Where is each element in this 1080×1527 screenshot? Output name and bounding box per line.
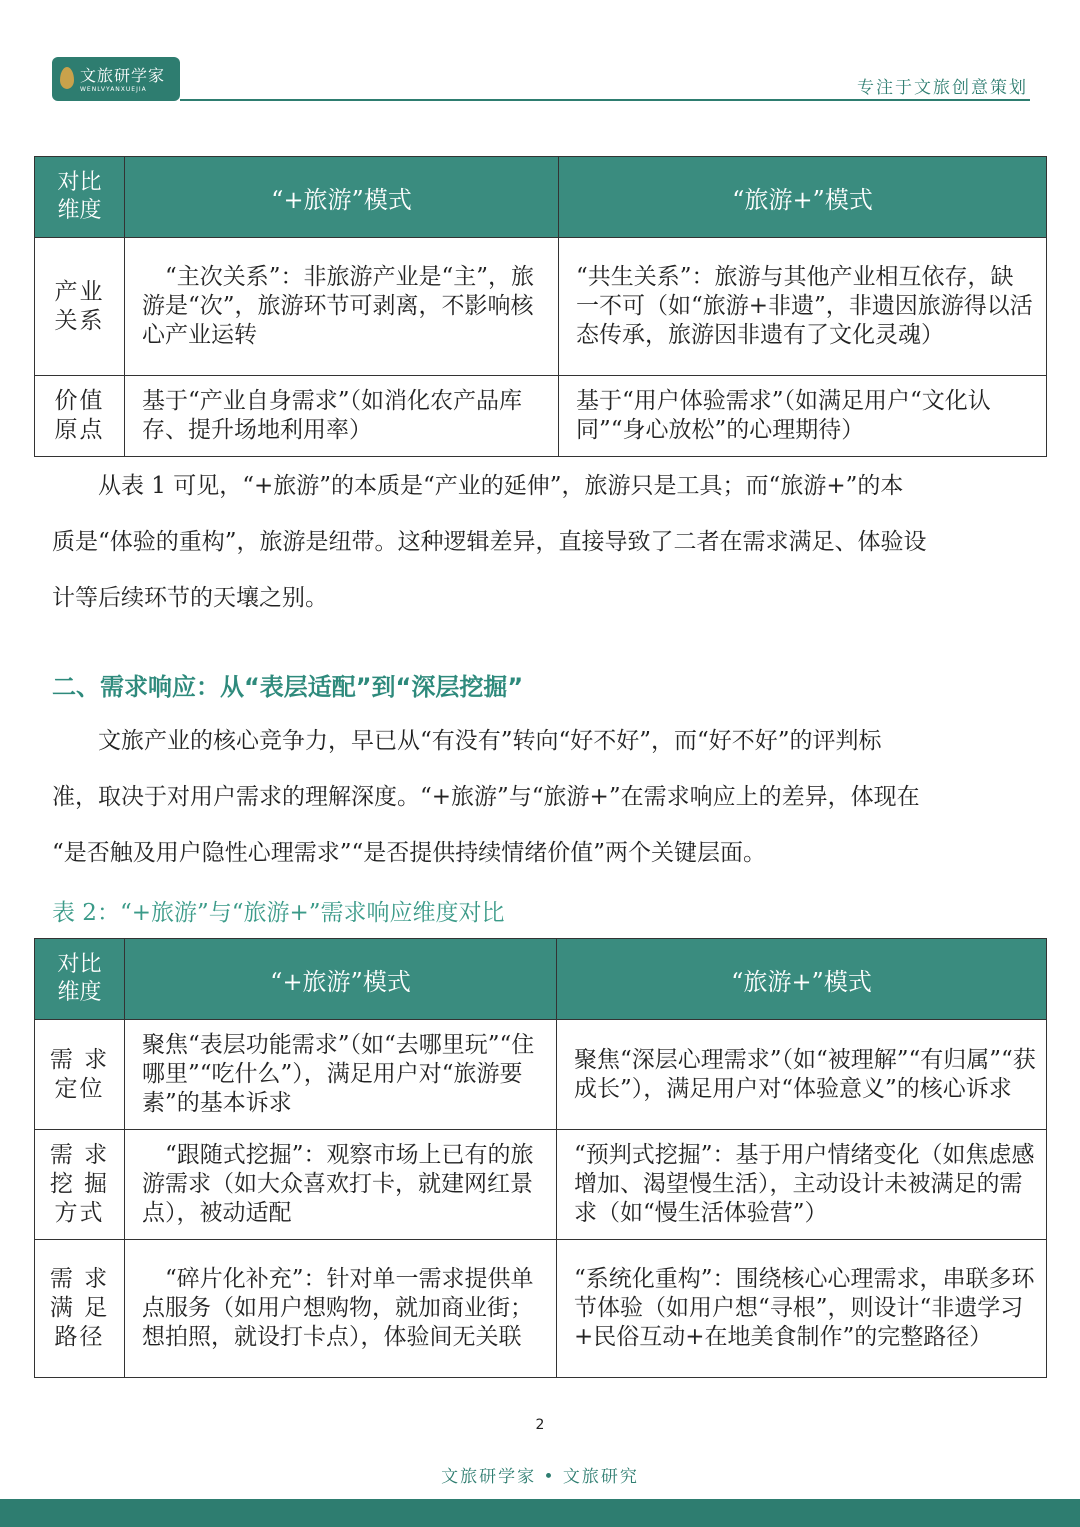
- cell-plus-tourism: 聚焦“表层功能需求”（如“去哪里玩”“住哪里”“吃什么”），满足用户对“旅游要素”的基本诉求: [125, 1020, 557, 1130]
- table-header-row: [35, 939, 1047, 1020]
- header-dimension: 对比 维度: [35, 157, 125, 238]
- table-header-row: [35, 157, 1047, 238]
- row-dimension: 需 求 定位: [35, 1020, 125, 1130]
- cell-tourism-plus: 基于“用户体验需求”（如满足用户“文化认同”“身心放松”的心理期待）: [559, 376, 1047, 457]
- page-number: 2: [535, 1417, 545, 1433]
- table-row: [35, 376, 1047, 457]
- section-heading: 二、需求响应：从“表层适配”到“深层挖掘”: [52, 673, 524, 701]
- cell-plus-tourism: “碎片化补充”：针对单一需求提供单点服务（如用户想购物，就加商业街；想拍照，就设打卡点），体验间无关联: [125, 1240, 557, 1378]
- cell-plus-tourism: 基于“产业自身需求”（如消化农产品库存、提升场地利用率）: [125, 376, 559, 457]
- comparison-table-2: [34, 938, 1047, 1378]
- header-tourism-plus: “旅游+”模式: [559, 157, 1047, 238]
- header-dimension: 对比 维度: [35, 939, 125, 1020]
- row-dimension: 需 求 满 足 路径: [35, 1240, 125, 1378]
- comparison-table-1: [34, 156, 1047, 457]
- cell-tourism-plus: 聚焦“深层心理需求”（如“被理解”“有归属”“获成长”），满足用户对“体验意义”的核心诉求: [557, 1020, 1047, 1130]
- table-row: [35, 1240, 1047, 1378]
- body-paragraph-1: 从表 1 可见，“+旅游”的本质是“产业的延伸”，旅游只是工具；而“旅游+”的本 质是“体验的重构”，旅游是纽带。这种逻辑差异，直接导致了二者在需求满足、体验设 计等后续环节的天壤之别。: [52, 473, 927, 611]
- header-divider: [180, 99, 1030, 101]
- table-row: [35, 1020, 1047, 1130]
- cell-plus-tourism: “跟随式挖掘”：观察市场上已有的旅游需求（如大众喜欢打卡，就建网红景点），被动适配: [125, 1130, 557, 1240]
- table-row: [35, 238, 1047, 376]
- cell-tourism-plus: “共生关系”：旅游与其他产业相互依存，缺一不可（如“旅游+非遗”，非遗因旅游得以活态传承，旅游因非遗有了文化灵魂）: [559, 238, 1047, 376]
- brand-logo: [52, 57, 180, 101]
- logo-subtitle: WENLVYANXUEJIA: [80, 86, 147, 93]
- footer-bar: [0, 1499, 1080, 1527]
- header-tourism-plus: “旅游+”模式: [557, 939, 1047, 1020]
- row-dimension: 产业 关系: [35, 238, 125, 376]
- table-row: [35, 1130, 1047, 1240]
- header-plus-tourism: “+旅游”模式: [125, 157, 559, 238]
- cell-tourism-plus: “预判式挖掘”：基于用户情绪变化（如焦虑感增加、渴望慢生活），主动设计未被满足的需求（如“慢生活体验营”）: [557, 1130, 1047, 1240]
- footer-text: 文旅研学家 • 文旅研究: [441, 1467, 639, 1487]
- row-dimension: 价值 原点: [35, 376, 125, 457]
- cell-plus-tourism: “主次关系”：非旅游产业是“主”，旅游是“次”，旅游环节可剥离，不影响核心产业运转: [125, 238, 559, 376]
- body-paragraph-2: 文旅产业的核心竞争力，早已从“有没有”转向“好不好”，而“好不好”的评判标 准，取决于对用户需求的理解深度。“+旅游”与“旅游+”在需求响应上的差异，体现在 “是否触及用户隐性心理需求”“是否提供持续情绪价值”两个关键层面。: [52, 728, 920, 866]
- table-caption: 表 2：“+旅游”与“旅游+”需求响应维度对比: [52, 900, 505, 926]
- leaf-icon: [60, 67, 74, 89]
- cell-tourism-plus: “系统化重构”：围绕核心心理需求，串联多环节体验（如用户想“寻根”，则设计“非遗学习+民俗互动+在地美食制作”的完整路径）: [557, 1240, 1047, 1378]
- header-plus-tourism: “+旅游”模式: [125, 939, 557, 1020]
- header-tagline: 专注于文旅创意策划: [857, 78, 1028, 98]
- logo-name: 文旅研学家: [80, 66, 166, 85]
- row-dimension: 需 求 挖 掘 方式: [35, 1130, 125, 1240]
